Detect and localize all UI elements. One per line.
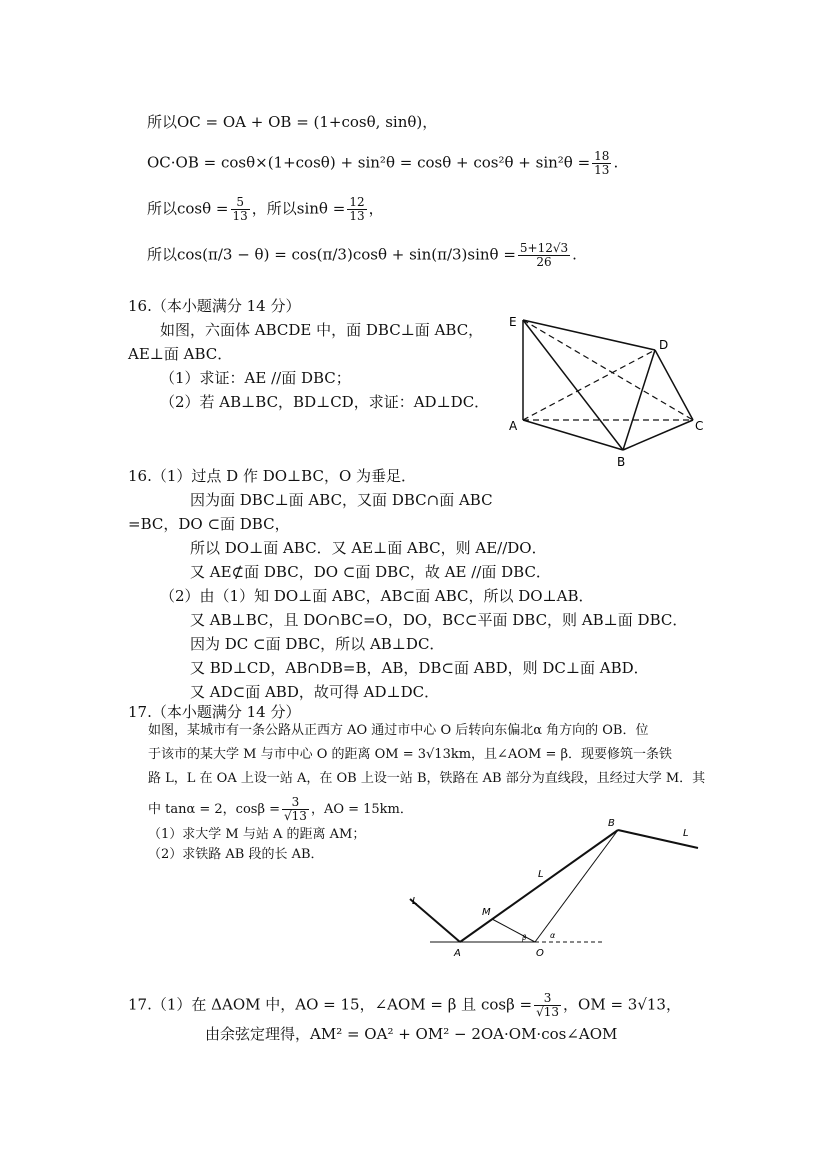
q17-para-1: 如图，某城市有一条公路从正西方 AO 通过市中心 O 后转向东偏北α 角方向的 OB．位	[148, 723, 649, 738]
q16-header: 16.（本小题满分 14 分）	[128, 297, 301, 315]
label-l-left: L	[412, 896, 418, 907]
q17-para-3: 路 L，L 在 OA 上设一站 A，在 OB 上设一站 B，铁路在 AB 部分为直线段，且经过大学 M．其	[148, 771, 706, 786]
a16-line-6: （2）由（1）知 DO⊥面 ABC，AB⊂面 ABC，所以 DO⊥AB．	[160, 587, 594, 605]
label-d: D	[659, 338, 669, 352]
a16-line-4: 所以 DO⊥面 ABC．又 AE⊥面 ABC，则 AE//DO．	[190, 539, 547, 557]
q17-part-2: （2）求铁路 AB 段的长 AB．	[148, 847, 324, 862]
q16-part-2: （2）若 AB⊥BC，BD⊥CD，求证：AD⊥DC．	[160, 393, 490, 411]
a16-line-10: 又 AD⊂面 ABD，故可得 AD⊥DC．	[190, 683, 440, 701]
top-line-2: OC·OB = cosθ×(1+cosθ) + sin²θ = cosθ + cos²θ + sin²θ = $\frac{18}{13}$ .	[147, 149, 619, 177]
edge-db	[623, 350, 655, 450]
q16-stem-1: 如图，六面体 ABCDE 中，面 DBC⊥面 ABC，	[160, 321, 484, 339]
q16-stem-2: AE⊥面 ABC．	[128, 345, 233, 363]
q17-route-figure	[400, 812, 710, 962]
q16-part-1: （1）求证：AE //面 DBC；	[160, 369, 351, 387]
a16-line-9: 又 BD⊥CD，AB∩DB=B，AB，DB⊂面 ABD，则 DC⊥面 ABD．	[190, 659, 649, 677]
label-a: A	[454, 948, 461, 959]
a16-line-2: 因为面 DBC⊥面 ABC，又面 DBC∩面 ABC	[190, 491, 493, 509]
label-m: M	[482, 907, 491, 918]
road-ob	[535, 830, 618, 942]
q17-para-4: 中 tanα = 2，cosβ = $\frac{3}{√13}$ ，AO = 15km．	[148, 795, 413, 823]
top-line-4: 所以cos(π/3 − θ) = cos(π/3)cosθ + sin(π/3)sinθ = $\frac{5+12√3}{26}$ .	[147, 241, 577, 269]
a16-line-1: 16.（1）过点 D 作 DO⊥BC，O 为垂足．	[128, 467, 417, 485]
a16-line-8: 因为 DC ⊂面 DBC，所以 AB⊥DC．	[190, 635, 445, 653]
top-line-1: 所以OC = OA + OB = (1+cosθ, sinθ)，	[147, 113, 438, 131]
label-o: O	[536, 948, 544, 959]
q17-header: 17.（本小题满分 14 分）	[128, 703, 301, 721]
label-beta: β	[522, 934, 527, 942]
rail-ab	[460, 830, 618, 942]
a16-line-5: 又 AE⊄面 DBC，DO ⊂面 DBC，故 AE //面 DBC．	[190, 563, 551, 581]
q17-part-1: （1）求大学 M 与站 A 的距离 AM；	[148, 827, 366, 842]
label-b: B	[617, 455, 626, 469]
label-alpha: α	[550, 931, 556, 940]
a17-line-1: 17.（1）在 ΔAOM 中，AO = 15，∠AOM = β 且 cosβ = $\frac{3}{√13}$ ，OM = 3√13，	[128, 991, 681, 1019]
a16-line-3: =BC，DO ⊂面 DBC，	[128, 515, 290, 533]
q17-para-2: 于该市的某大学 M 与市中心 O 的距离 OM = 3√13km，且∠AOM = β．现要修筑一条铁	[148, 747, 672, 762]
q16-solid-figure	[505, 310, 725, 470]
label-e: E	[509, 315, 517, 329]
label-l-right: L	[683, 828, 689, 839]
edge-ec-hidden	[523, 320, 693, 420]
top-line-3: 所以cosθ = $\frac{5}{13}$ ，所以sinθ = $\frac{12}{13}$ ，	[147, 195, 384, 223]
label-l-mid: L	[538, 869, 544, 880]
label-a: A	[509, 419, 518, 433]
label-c: C	[695, 419, 704, 433]
label-b: B	[608, 818, 615, 829]
a16-line-7: 又 AB⊥BC，且 DO∩BC=O，DO，BC⊂平面 DBC，则 AB⊥面 DBC．	[190, 611, 688, 629]
edge-ab	[523, 420, 623, 450]
segment-om	[492, 919, 535, 942]
a17-line-2: 由余弦定理得，AM² = OA² + OM² − 2OA·OM·cos∠AOM	[205, 1025, 618, 1043]
edge-bc	[623, 420, 693, 450]
